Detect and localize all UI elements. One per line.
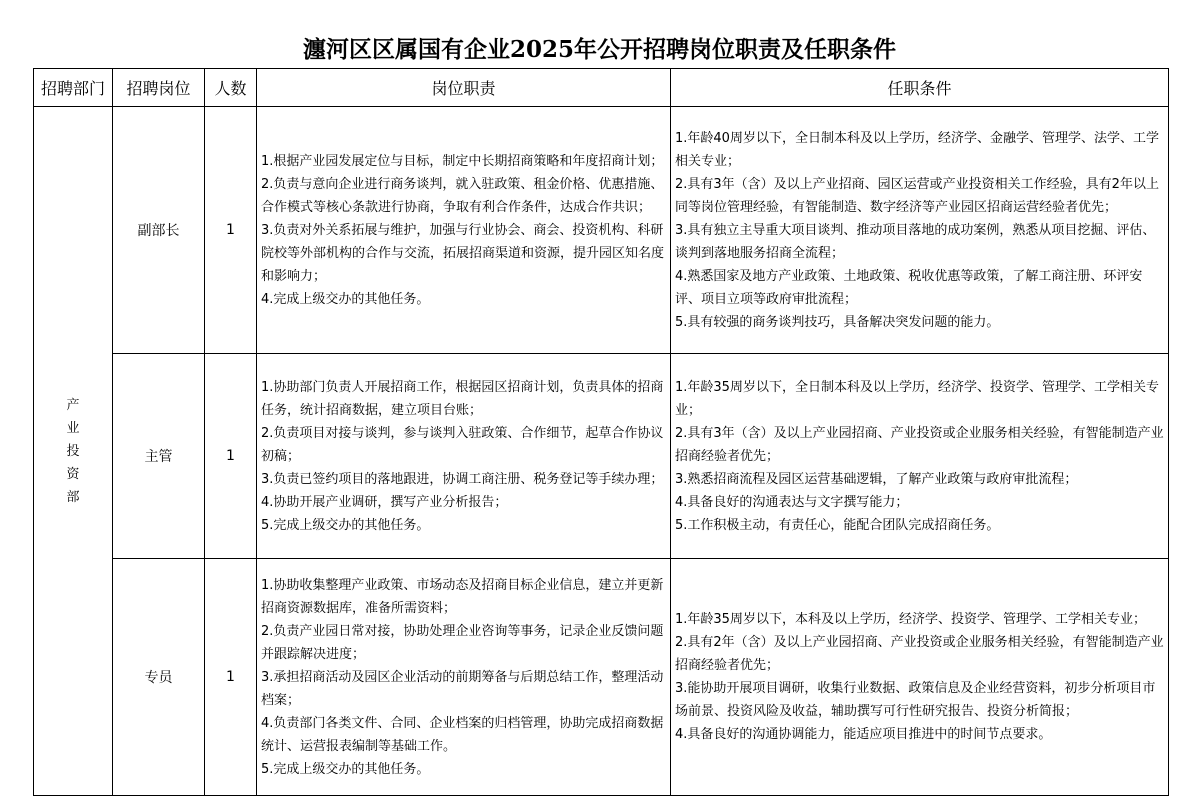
requirement-item: 1.年龄35周岁以下，全日制本科及以上学历，经济学、投资学、管理学、工学相关专业； (675, 379, 1159, 418)
duty-item: 3.负责已签约项目的落地跟进，协调工商注册、税务登记等手续办理； (261, 471, 664, 487)
requirements-cell (671, 354, 1169, 559)
requirement-item: 1.年龄35周岁以下，本科及以上学历，经济学、投资学、管理学、工学相关专业； (675, 612, 1146, 627)
table-row (34, 107, 1169, 354)
requirement-item: 1.年龄40周岁以下，全日制本科及以上学历，经济学、金融学、管理学、法学、工学相关专业； (675, 130, 1159, 169)
requirement-item: 2.具有2年（含）及以上产业园招商、产业投资或企业服务相关经验，有智能制造产业招商经验者优先； (675, 635, 1164, 673)
requirement-item: 5.具有较强的商务谈判技巧，具备解决突发问题的能力。 (675, 314, 1000, 330)
header-position: 招聘岗位 (113, 69, 205, 107)
requirement-item: 3.能协助开展项目调研，收集行业数据、政策信息及企业经营资料，初步分析项目市场前景、投资风险及收益，辅助撰写可行性研究报告、投资分析简报； (675, 681, 1156, 719)
requirements-cell (671, 559, 1169, 796)
requirement-item: 2.具有3年（含）及以上产业招商、园区运营或产业投资相关工作经验，具有2年以上同等岗位管理经验，有智能制造、数字经济等产业园区招商运营经验者优先； (675, 176, 1159, 215)
duty-item: 1.协助收集整理产业政策、市场动态及招商目标企业信息，建立并更新招商资源数据库，准备所需资料； (261, 577, 664, 616)
table-header-row (34, 69, 1169, 107)
table-row (34, 354, 1169, 559)
duties-cell (257, 559, 671, 796)
requirement-item: 2.具有3年（含）及以上产业园招商、产业投资或企业服务相关经验，有智能制造产业招商经验者优先； (675, 425, 1164, 464)
duty-item: 3.负责对外关系拓展与维护，加强与行业协会、商会、投资机构、科研院校等外部机构的合作与交流，拓展招商渠道和资源，提升园区知名度和影响力； (261, 222, 665, 284)
position-cell: 副部长 (113, 107, 205, 354)
requirement-item: 5.工作积极主动，有责任心，能配合团队完成招商任务。 (675, 517, 1000, 533)
duty-item: 4.负责部门各类文件、合同、企业档案的归档管理，协助完成招商数据统计、运营报表编制等基础工作。 (261, 715, 664, 754)
duty-item: 2.负责产业园日常对接，协助处理企业咨询等事务，记录企业反馈问题并跟踪解决进度； (261, 623, 664, 662)
count-cell: 1 (205, 354, 257, 559)
requirement-item: 3.具有独立主导重大项目谈判、推动项目落地的成功案例，熟悉从项目挖掘、评估、谈判到落地服务招商全流程； (675, 222, 1156, 261)
position-cell: 专员 (113, 559, 205, 796)
duty-item: 5.完成上级交办的其他任务。 (261, 761, 430, 777)
duty-item: 2.负责与意向企业进行商务谈判，就入驻政策、租金价格、优惠措施、合作模式等核心条款进行协商，争取有利合作条件，达成合作共识； (261, 176, 664, 215)
header-duties: 岗位职责 (257, 69, 671, 107)
count-cell: 1 (205, 107, 257, 354)
header-department: 招聘部门 (34, 69, 113, 107)
requirement-item: 3.熟悉招商流程及园区运营基础逻辑，了解产业政策与政府审批流程； (675, 471, 1078, 487)
department-name: 产业投资部 (66, 397, 80, 505)
duties-cell (257, 354, 671, 559)
duty-item: 1.根据产业园发展定位与目标，制定中长期招商策略和年度招商计划； (261, 153, 664, 169)
requirement-item: 4.具备良好的沟通表达与文字撰写能力； (675, 494, 909, 510)
requirements-cell (671, 107, 1169, 354)
requirement-item: 4.熟悉国家及地方产业政策、土地政策、税收优惠等政策，了解工商注册、环评安评、项目立项等政府审批流程； (675, 268, 1143, 307)
duty-item: 5.完成上级交办的其他任务。 (261, 517, 430, 533)
position-cell: 主管 (113, 354, 205, 559)
header-requirements: 任职条件 (671, 69, 1169, 107)
duty-item: 2.负责项目对接与谈判，参与谈判入驻政策、合作细节，起草合作协议初稿； (261, 425, 664, 464)
duty-item: 3.承担招商活动及园区企业活动的前期筹备与后期总结工作，整理活动档案； (261, 669, 664, 708)
requirement-item: 4.具备良好的沟通协调能力，能适应项目推进中的时间节点要求。 (675, 727, 1052, 742)
duty-item: 1.协助部门负责人开展招商工作，根据园区招商计划，负责具体的招商任务，统计招商数据，建立项目台账； (261, 379, 664, 418)
duties-cell (257, 107, 671, 354)
duty-item: 4.完成上级交办的其他任务。 (261, 291, 430, 307)
duty-item: 4.协助开展产业调研，撰写产业分析报告； (261, 494, 508, 510)
table-row (34, 559, 1169, 796)
page-title: 瀍河区区属国有企业2025年公开招聘岗位职责及任职条件 (302, 36, 896, 63)
count-cell: 1 (205, 559, 257, 796)
header-count: 人数 (205, 69, 257, 107)
department-cell (34, 107, 113, 796)
recruitment-table (33, 68, 1169, 796)
